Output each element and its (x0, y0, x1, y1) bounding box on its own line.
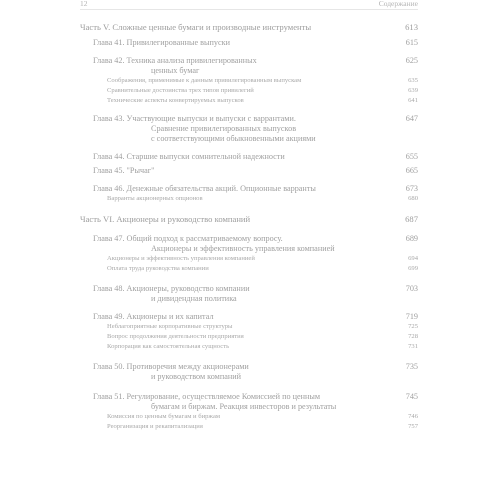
toc-section-title: Неблагоприятные корпоративные структуры (107, 323, 233, 330)
toc-section[interactable] (80, 264, 418, 274)
page-number: 12 (80, 0, 88, 8)
toc-chapter-51[interactable] (80, 392, 418, 412)
toc-section[interactable] (80, 76, 418, 86)
toc-page-number: 689 (405, 234, 418, 243)
toc-page-number: 635 (408, 77, 418, 84)
toc-page-number: 673 (405, 184, 418, 193)
toc-chapter-title: Глава 43. Участвующие выпуски и выпуски с варрантами. (93, 114, 296, 123)
toc-section-title: Варранты акционерных опционов (107, 195, 203, 202)
toc-chapter-title: Глава 41. Привилегированные выпуски (93, 38, 231, 47)
toc-chapter-title: Глава 48. Акционеры, руководство компании (93, 284, 250, 293)
toc-section-title: Оплата труда руководства компании (107, 265, 209, 272)
toc-chapter-43[interactable] (80, 114, 418, 144)
toc-part-title: Часть VI. Акционеры и руководство компаний (80, 214, 251, 224)
toc-page-number: 746 (408, 413, 418, 420)
toc-section-title: Сравнительные достоинства трех типов привилегий (107, 87, 254, 94)
toc-page-number: 687 (405, 214, 418, 224)
toc-section-title: Реорганизация и рекапитализация (107, 423, 203, 430)
toc-chapter-title-cont: Сравнение привилегированных выпусков (151, 124, 297, 133)
toc-page-number: 680 (408, 195, 418, 202)
toc-part-title: Часть V. Сложные ценные бумаги и производные инструменты (80, 22, 312, 32)
toc-section-title: Соображения, применимые к данным привилегированным выпускам (107, 77, 302, 84)
toc-chapter-title-cont: с соответствующими обыкновенными акциями (151, 134, 316, 143)
toc-section[interactable] (80, 412, 418, 422)
running-header (80, 0, 418, 10)
toc-chapter-title-cont: ценных бумаг (151, 66, 200, 75)
toc-chapter-title: Глава 42. Техника анализа привилегированных (93, 56, 257, 65)
running-title: Содержание (378, 0, 418, 8)
toc-chapter-title: Глава 47. Общий подход к рассматриваемому вопросу. (93, 234, 283, 243)
toc-chapter-42[interactable] (80, 56, 418, 76)
toc-page-number: 641 (408, 97, 418, 104)
toc-chapter-title-cont: и дивидендная политика (151, 294, 237, 303)
toc-section[interactable] (80, 254, 418, 264)
toc-section-title: Вопрос продолжения деятельности предприятия (107, 333, 244, 340)
toc-chapter-50[interactable] (80, 362, 418, 382)
toc-page-number: 703 (405, 284, 418, 293)
toc-page-number: 615 (405, 38, 418, 47)
toc-section-title: Комиссия по ценным бумагам и биржам (107, 413, 221, 420)
toc-chapter-49[interactable] (80, 312, 418, 322)
toc-page-number: 728 (408, 333, 418, 340)
toc-page-number: 613 (405, 22, 418, 32)
toc-chapter-title: Глава 44. Старшие выпуски сомнительной надежности (93, 152, 285, 161)
toc-page-number: 625 (405, 56, 418, 65)
toc-page-number: 745 (405, 392, 418, 401)
toc-section[interactable] (80, 332, 418, 342)
toc-chapter-title: Глава 46. Денежные обязательства акций. Опционные варранты (93, 184, 316, 193)
toc-page-number: 647 (405, 114, 418, 123)
toc-section[interactable] (80, 322, 418, 332)
toc-page-number: 699 (408, 265, 418, 272)
toc-chapter-title-cont: Акционеры и эффективность управления компанией (151, 244, 335, 253)
toc-section-title: Корпорация как самостоятельная сущность (107, 343, 230, 350)
toc-chapter-48[interactable] (80, 284, 418, 304)
toc-chapter-41[interactable] (80, 38, 418, 48)
toc-page-number: 694 (408, 255, 418, 262)
toc-section[interactable] (80, 342, 418, 352)
toc-chapter-title: Глава 50. Противоречия между акционерами (93, 362, 249, 371)
toc-part-5[interactable] (80, 22, 418, 32)
toc-chapter-title: Глава 49. Акционеры и их капитал (93, 312, 214, 321)
toc-chapter-title: Глава 51. Регулирование, осуществляемое Комиссией по ценным (93, 392, 321, 401)
toc-page-number: 665 (405, 166, 418, 175)
toc-chapter-45[interactable] (80, 166, 418, 176)
toc-part-6[interactable] (80, 214, 418, 224)
toc-section[interactable] (80, 96, 418, 106)
toc-page-number: 757 (408, 423, 418, 430)
toc-page-number: 655 (405, 152, 418, 161)
toc-section[interactable] (80, 422, 418, 432)
table-of-contents (80, 22, 418, 432)
toc-page-number: 731 (408, 343, 418, 350)
toc-page-number: 735 (405, 362, 418, 371)
toc-chapter-title-cont: бумагам и биржам. Реакция инвесторов и результаты (151, 402, 337, 411)
toc-chapter-title: Глава 45. "Рычаг" (93, 166, 155, 175)
toc-chapter-47[interactable] (80, 234, 418, 254)
toc-section[interactable] (80, 86, 418, 96)
toc-section[interactable] (80, 194, 418, 204)
toc-section-title: Акционеры и эффективность управления компанией (107, 255, 255, 262)
toc-page-number: 719 (405, 312, 418, 321)
toc-page-number: 639 (408, 87, 418, 94)
toc-chapter-title-cont: и руководством компаний (151, 372, 242, 381)
toc-page-number: 725 (408, 323, 418, 330)
toc-chapter-46[interactable] (80, 184, 418, 194)
toc-chapter-44[interactable] (80, 152, 418, 162)
toc-section-title: Технические аспекты конвертируемых выпусков (107, 97, 244, 104)
